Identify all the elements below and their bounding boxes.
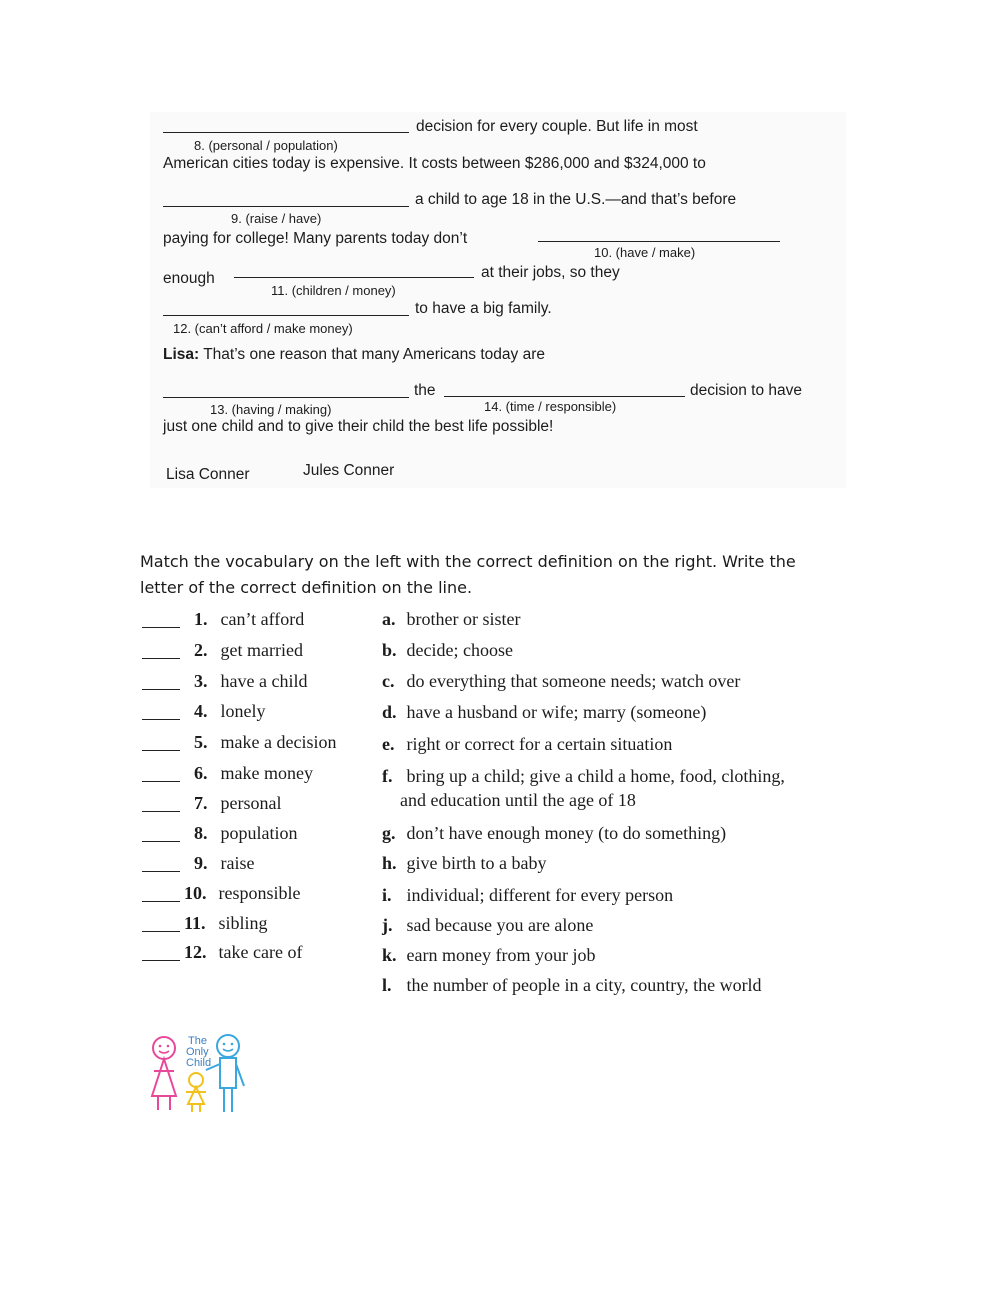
definition-item: k. earn money from your job [382,945,596,965]
answer-blank-8[interactable] [142,841,180,842]
logo-text-only: Only [186,1046,209,1058]
definition-item: c. do everything that someone needs; watch over [382,671,741,691]
instructions-line-1: Match the vocabulary on the left with the correct definition on the right. Write the [140,552,796,571]
passage-line: a child to age 18 in the U.S.—and that’s before [415,191,737,208]
vocab-item: 7. personal [194,793,282,813]
vocab-item: 10. responsible [184,883,301,903]
passage-line: just one child and to give their child the best life possible! [163,418,554,435]
definition-item: g. don’t have enough money (to do something) [382,823,727,843]
signature-lisa: Lisa Conner [166,466,250,483]
definition-item: l. the number of people in a city, country, the world [382,975,762,995]
passage-text: That’s one reason that many Americans today are [203,346,545,363]
hint-14: 14. (time / responsible) [484,399,617,414]
blank-13[interactable] [163,397,409,398]
answer-blank-10[interactable] [142,901,180,902]
vocab-item: 3. have a child [194,671,308,691]
vocab-item: 6. make money [194,763,313,783]
definition-item: b. decide; choose [382,640,513,660]
passage-line: at their jobs, so they [481,264,620,281]
blank-10[interactable] [538,241,780,242]
passage-line: decision for every couple. But life in most [416,118,698,135]
vocab-item: 11. sibling [184,913,268,933]
definition-item: a. brother or sister [382,609,521,629]
vocab-item: 1. can’t afford [194,609,305,629]
passage-line: American cities today is expensive. It costs between $286,000 and $324,000 to [163,155,706,172]
answer-blank-2[interactable] [142,658,180,659]
blank-9[interactable] [163,206,409,207]
answer-blank-5[interactable] [142,750,180,751]
instructions-line-2: letter of the correct definition on the line. [140,578,473,597]
logo-text-child: Child [186,1057,212,1069]
passage-line: enough [163,270,215,287]
hint-12: 12. (can’t afford / make money) [173,321,353,336]
passage-line: to have a big family. [415,300,552,317]
answer-blank-3[interactable] [142,689,180,690]
hint-10: 10. (have / make) [594,245,696,260]
vocab-item: 8. population [194,823,298,843]
definition-item-continued: and education until the age of 18 [400,790,636,810]
hint-9: 9. (raise / have) [231,211,322,226]
answer-blank-12[interactable] [142,960,180,961]
definition-item: d. have a husband or wife; marry (someone) [382,702,707,722]
answer-blank-7[interactable] [142,811,180,812]
passage-line: paying for college! Many parents today don’t [163,230,468,247]
vocab-item: 2. get married [194,640,303,660]
definition-item: i. individual; different for every person [382,885,674,905]
blank-8[interactable] [163,132,409,133]
vocab-item: 12. take care of [184,942,303,962]
vocab-item: 9. raise [194,853,255,873]
signature-jules: Jules Conner [303,462,395,479]
hint-8: 8. (personal / population) [194,138,338,153]
definition-item: e. right or correct for a certain situation [382,734,673,754]
answer-blank-9[interactable] [142,871,180,872]
blank-12[interactable] [163,315,409,316]
passage-line: the [414,382,436,399]
logo-figures-icon [146,1024,256,1116]
passage-line: decision to have [690,382,803,399]
speaker-label: Lisa: [163,346,200,363]
answer-blank-4[interactable] [142,719,180,720]
logo-text-the: The [188,1035,207,1047]
hint-11: 11. (children / money) [271,283,396,298]
blank-11[interactable] [234,277,474,278]
vocab-item: 4. lonely [194,701,266,721]
answer-blank-1[interactable] [142,627,180,628]
answer-blank-11[interactable] [142,931,180,932]
answer-blank-6[interactable] [142,781,180,782]
definition-item: j. sad because you are alone [382,915,594,935]
passage-line [163,346,545,364]
blank-14[interactable] [444,396,685,397]
the-only-child-logo [146,1024,256,1116]
hint-13: 13. (having / making) [210,402,332,417]
vocab-item: 5. make a decision [194,732,337,752]
definition-item: h. give birth to a baby [382,853,547,873]
definition-item: f. bring up a child; give a child a home, food, clothing, [382,766,785,786]
